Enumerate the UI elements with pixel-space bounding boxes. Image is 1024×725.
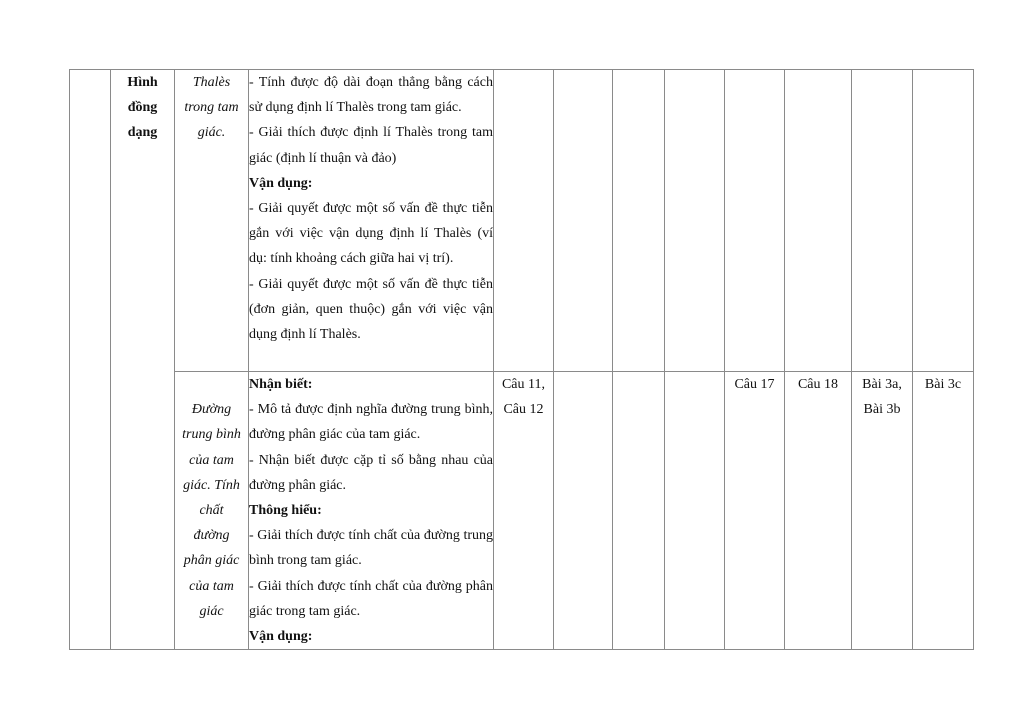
question-cell	[852, 70, 913, 372]
requirement-line: - Tính được độ dài đoạn thẳng bằng cách sử dụng định lí Thalès trong tam giác.	[249, 75, 493, 116]
requirement-heading: Vận dụng:	[249, 629, 313, 645]
requirements-cell	[249, 372, 494, 650]
topic-cell	[111, 70, 175, 650]
question-cell	[725, 70, 785, 372]
unit-label: Đường trung bình của tam giác. Tính chất đường phân giác của tam giác	[182, 402, 241, 619]
question-cell: Câu 17	[725, 372, 785, 650]
requirement-line: - Mô tả được định nghĩa đường trung bình, đường phân giác của tam giác.	[249, 402, 493, 443]
question-cell	[785, 70, 852, 372]
question-cell	[494, 372, 554, 650]
requirement-line: - Giải thích được tính chất của đường trung bình trong tam giác.	[249, 528, 493, 569]
question-label: Bài 3a, Bài 3b	[862, 377, 902, 418]
question-cell	[554, 372, 613, 650]
question-cell: Câu 18	[785, 372, 852, 650]
requirement-heading: Nhận biết:	[249, 377, 313, 392]
question-label: Câu 11, Câu 12	[501, 377, 546, 418]
assessment-matrix-table	[69, 69, 974, 650]
question-cell	[852, 372, 913, 650]
requirement-heading: Vận dụng:	[249, 175, 313, 191]
question-cell	[613, 70, 665, 372]
table-row	[70, 70, 974, 372]
unit-cell	[175, 372, 249, 650]
requirement-line: - Giải thích được tính chất của đường phân giác trong tam giác.	[249, 578, 493, 619]
index-cell	[70, 70, 111, 650]
requirement-line: - Giải quyết được một số vấn đề thực tiễn gắn với việc vận dụng định lí Thalès (ví dụ: tính khoảng cách giữa hai vị trí).	[249, 201, 493, 267]
question-cell	[613, 372, 665, 650]
question-cell: Bài 3c	[913, 372, 974, 650]
unit-cell	[175, 70, 249, 372]
question-cell	[665, 70, 725, 372]
question-cell	[913, 70, 974, 372]
topic-label: Hình đồng dạng	[127, 75, 158, 141]
unit-label: Thalès trong tam giác.	[184, 75, 239, 141]
table-row	[70, 372, 974, 650]
question-cell	[554, 70, 613, 372]
requirement-line: - Giải quyết được một số vấn đề thực tiễn (đơn giản, quen thuộc) gắn với việc vận dụng định lí Thalès.	[249, 276, 493, 343]
requirements-cell	[249, 70, 494, 372]
question-cell	[665, 372, 725, 650]
requirement-heading: Thông hiểu:	[249, 503, 322, 519]
question-cell	[494, 70, 554, 372]
requirement-line: - Giải thích được định lí Thalès trong tam giác (định lí thuận và đảo)	[249, 125, 493, 166]
requirement-line: - Nhận biết được cặp tỉ số bằng nhau của đường phân giác.	[249, 452, 493, 493]
